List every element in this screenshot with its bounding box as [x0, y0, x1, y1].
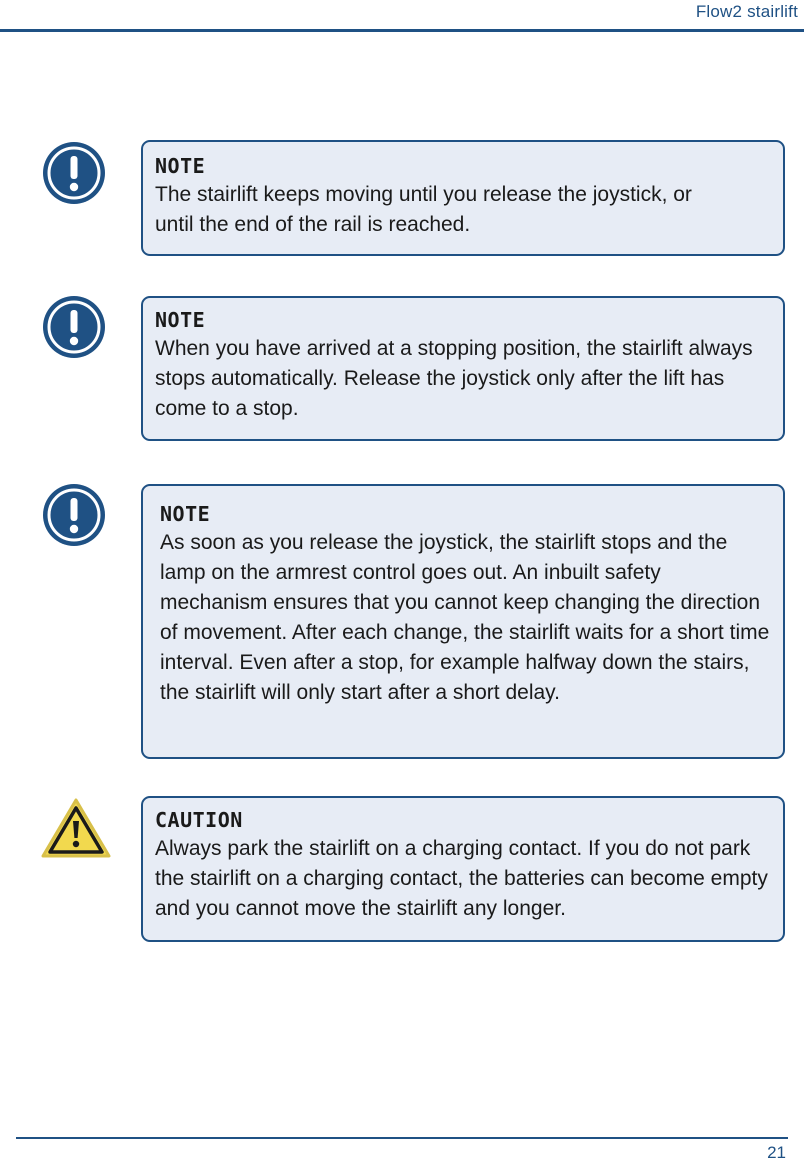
note-box: [141, 484, 785, 759]
exclamation-icon: [42, 141, 106, 205]
note-text: As soon as you release the joystick, the stairlift stops and the lamp on the armrest control goes out. An inbuilt safety mechanism ensures that you cannot keep changing the direction of movement. After each change, the stairlift waits for a short time interval. Even after a stop, for example halfway down the stairs, the stairlift will only start after a short delay.: [160, 531, 770, 704]
footer-divider: [16, 1137, 788, 1139]
note-heading: NOTE: [155, 154, 206, 178]
document-title: Flow2 stairlift: [695, 2, 798, 21]
page-number: 21: [767, 1143, 786, 1162]
warning-triangle-icon: [40, 796, 112, 860]
note-heading: NOTE: [160, 502, 211, 526]
header-divider: [0, 29, 804, 32]
caution-box: [141, 796, 785, 942]
caution-heading: CAUTION: [155, 808, 243, 832]
exclamation-icon: [42, 295, 106, 359]
caution-text: Always park the stairlift on a charging contact. If you do not park the stairlift on a charging contact, the batteries can become empty and you cannot move the stairlift any longer.: [155, 837, 768, 920]
note-box: [141, 140, 785, 256]
note-text: The stairlift keeps moving until you release the joystick, or until the end of the rail is reached.: [155, 183, 692, 236]
note-text: When you have arrived at a stopping position, the stairlift always stops automatically. Release the joystick only after the lift has come to a stop.: [155, 337, 753, 420]
note-box: [141, 296, 785, 441]
exclamation-icon: [42, 483, 106, 547]
note-heading: NOTE: [155, 308, 206, 332]
